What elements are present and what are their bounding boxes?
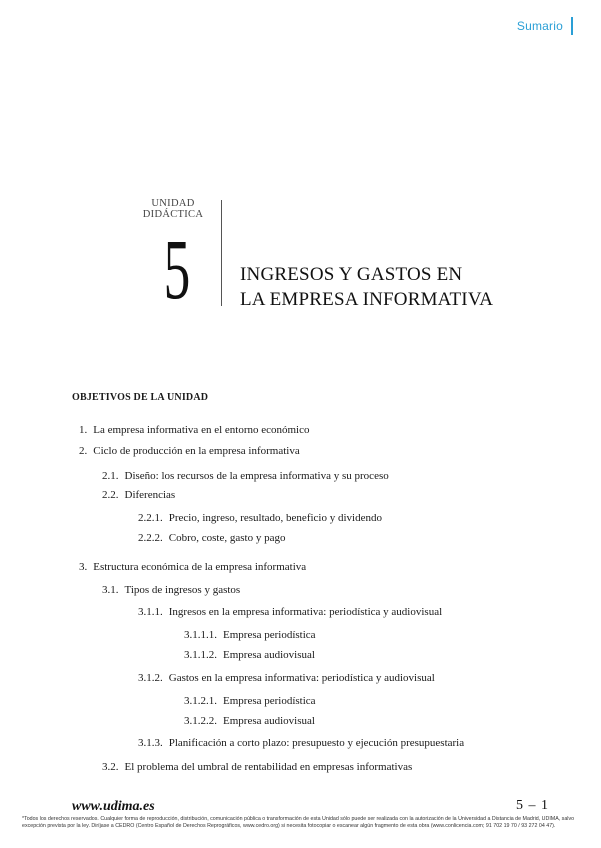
toc-item[interactable]: 3.1.3. Planificación a corto plazo: presupuesto y ejecución presupuestaria xyxy=(138,737,465,749)
unit-label-line1: UNIDAD xyxy=(151,198,195,209)
toc-item[interactable]: 3.1. Tipos de ingresos y gastos xyxy=(102,584,241,596)
toc-item[interactable]: 2.2.1. Precio, ingreso, resultado, beneficio y dividendo xyxy=(138,512,382,524)
unit-divider xyxy=(221,200,222,306)
sumario-bar xyxy=(571,17,573,35)
unit-label xyxy=(140,198,206,220)
table-of-contents xyxy=(72,392,572,773)
toc-item[interactable]: 3. Estructura económica de la empresa informativa xyxy=(79,561,307,573)
footer-site-link[interactable]: www.udima.es xyxy=(72,799,155,814)
toc-item[interactable]: 2. Ciclo de producción en la empresa informativa xyxy=(79,445,300,457)
toc-item[interactable]: 3.1.2. Gastos en la empresa informativa: periodística y audiovisual xyxy=(138,672,435,684)
toc-item[interactable]: 2.2.2. Cobro, coste, gasto y pago xyxy=(138,532,286,544)
unit-number: 5 xyxy=(163,221,191,317)
page-number: 5 – 1 xyxy=(516,798,549,813)
sumario-link[interactable]: Sumario xyxy=(516,19,563,33)
toc-item[interactable]: 1. La empresa informativa en el entorno económico xyxy=(79,424,310,436)
toc-heading: OBJETIVOS DE LA UNIDAD xyxy=(72,392,209,403)
unit-title-line2: LA EMPRESA INFORMATIVA xyxy=(240,289,494,310)
toc-item[interactable]: 3.1.2.1. Empresa periodística xyxy=(184,695,316,707)
footer-legal-text xyxy=(22,816,582,830)
legal-asterisk: * xyxy=(22,816,25,822)
toc-item[interactable]: 3.1.1. Ingresos en la empresa informativa: periodística y audiovisual xyxy=(138,606,443,618)
toc-item[interactable]: 3.2. El problema del umbral de rentabilidad en empresas informativas xyxy=(102,761,413,773)
toc-item[interactable]: 3.1.1.1. Empresa periodística xyxy=(184,629,316,641)
unit-title xyxy=(240,262,580,312)
legal-text: Todos los derechos reservados. Cualquier forma de reproducción, distribución, comunicación pública o transformación de esta Unidad sólo puede ser realizada con la autorización de la Universidad a Distancia de Madrid, UDIMA, salvo excepción prevista por la ley. Diríjase a CEDRO (Centro Español de Derechos Reprográficos, www.cedro.org) si necesita fotocopiar o escanear algún fragmento de esta obra (www.conlicencia.com; 91 702 19 70 / 93 272 04 47). xyxy=(22,816,575,829)
unit-label-line2: DIDÁCTICA xyxy=(142,209,204,220)
toc-item[interactable]: 2.1. Diseño: los recursos de la empresa informativa y su proceso xyxy=(102,470,389,482)
unit-title-line1: INGRESOS Y GASTOS EN xyxy=(240,264,463,285)
toc-item[interactable]: 2.2. Diferencias xyxy=(102,489,176,501)
toc-item[interactable]: 3.1.1.2. Empresa audiovisual xyxy=(184,649,315,661)
toc-item[interactable]: 3.1.2.2. Empresa audiovisual xyxy=(184,715,315,727)
